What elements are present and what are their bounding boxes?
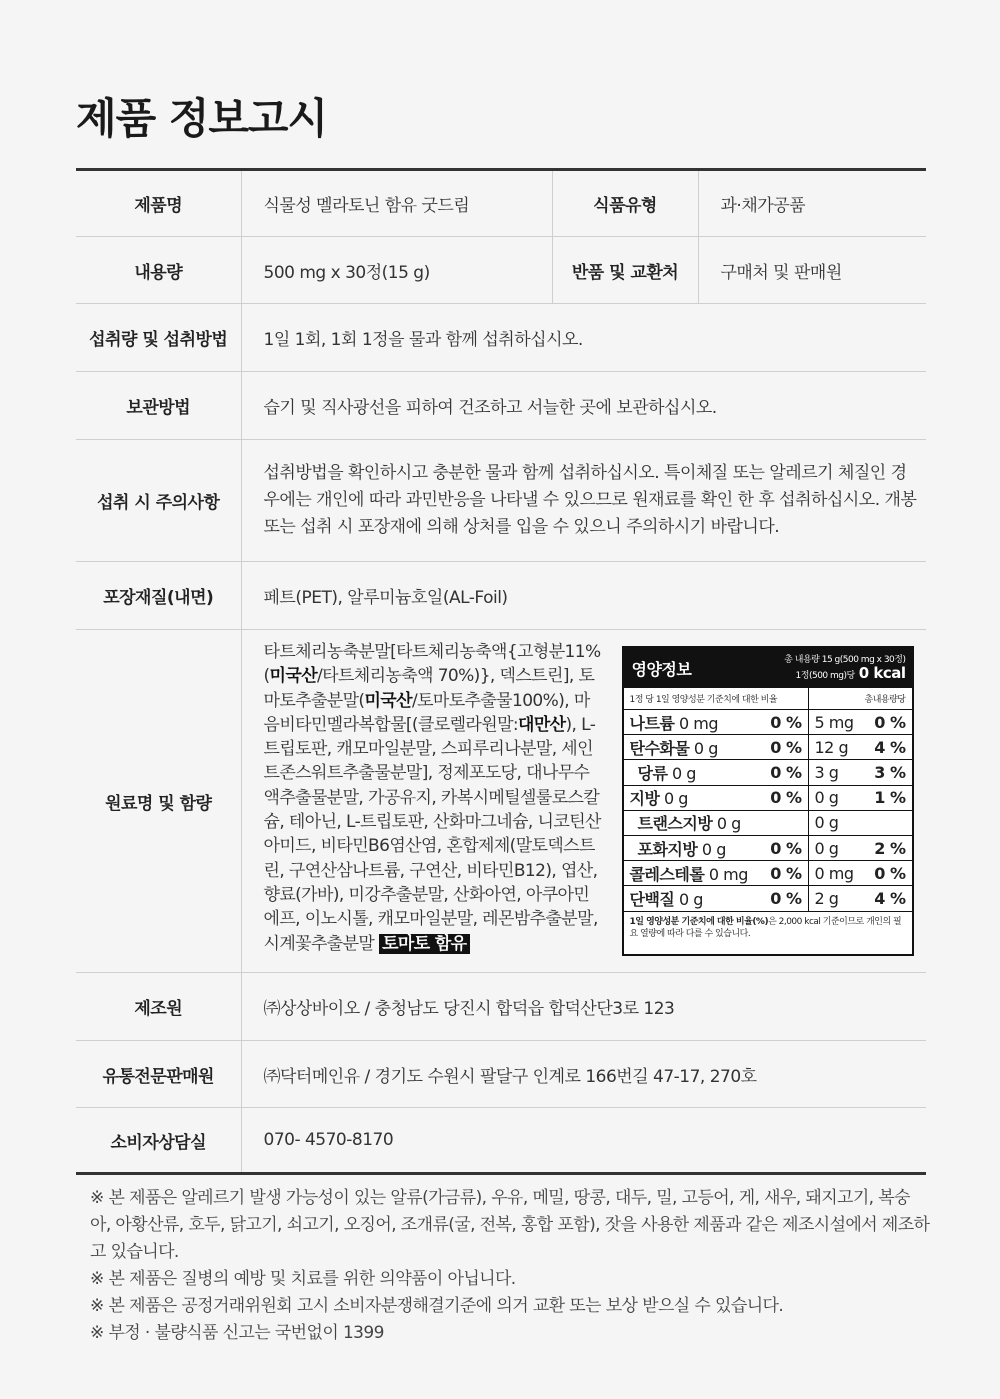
nutrient-amount: 0 mg	[678, 713, 718, 733]
product-info-table	[76, 168, 926, 1175]
origin-usa: 미국산	[364, 690, 412, 711]
caution-label: 섭취 시 주의사항	[76, 440, 241, 562]
caution-value: 섭취방법을 확인하시고 충분한 물과 함께 섭취하십시오. 특이체질 또는 알레르기 체질인 경우에는 개인에 따라 과민반응을 나타낼 수 있으므로 원재료를 확인 한 후 섭취하십시오. 개봉 또는 섭취 시 포장재에 의해 상처를 입을 수 있으니 주의하시기 바랍니다.	[241, 440, 926, 562]
ingredients-label: 원료명 및 함량	[76, 630, 241, 973]
nutrient-total-amount: 0 g	[814, 838, 839, 858]
nutrient-name: 트랜스지방	[637, 814, 713, 834]
ingredients-text: 타트체리농축분말[타트체리농축액{고형분11% (미국산/타트체리농축액 70%)}, 덱스트린], 토마토추출분말(미국산/토마토추출물100%), 마음비타민멜라복합물[(클로렐라원말:대만산), L-트립토판, 캐모마일분말, 스피루리나분말, 세인트존스워트추출물분말], 정제포도당, 대나무수액추출물분말, 가공유지, 카복시메틸셀룰로스칼슘, 테아닌, L-트립토판, 산화마그네슘, 니코틴산아미드, 비타민B6염산염, 혼합제제(말토덱스트린, 구연산삼나트륨, 구연산, 비타민B12), 엽산, 향료(가바), 미강추출분말, 산화아연, 아쿠아민에프, 이노시톨, 캐모마일분말, 레몬밤추출분말,시계꽃추출분말 토마토 함유	[263, 642, 601, 954]
table-row	[76, 1108, 926, 1174]
nutrient-name: 포화지방	[637, 839, 698, 859]
nutrient-total-percent: 1 %	[874, 788, 906, 808]
nutrient-amount: 0 g	[672, 763, 696, 783]
intake-label: 섭취량 및 섭취방법	[76, 304, 241, 372]
manufacturer-label: 제조원	[76, 973, 241, 1041]
nutrition-footnote: 1일 영양성분 기준치에 대한 비율(%)은 2,000 kcal 기준이므로 개인의 필요 열량에 따라 다를 수 있습니다.	[629, 916, 902, 939]
origin-usa: 미국산	[269, 666, 318, 687]
nutrient-total-amount: 2 g	[814, 888, 839, 908]
notice-list	[90, 1185, 930, 1347]
notice-item: ※ 부정 · 불량식품 신고는 국번없이 1399	[90, 1323, 384, 1343]
nutrient-total-amount: 0 g	[814, 788, 839, 808]
page-title: 제품 정보고시	[76, 94, 328, 143]
distributor-value: ㈜닥터메인유 / 경기도 수원시 팔달구 인계로 166번길 47-17, 270호	[241, 1041, 926, 1108]
nutrient-amount: 0 g	[716, 814, 741, 834]
nutrient-amount: 0 g	[664, 789, 688, 809]
nutrient-name: 탄수화물	[629, 738, 690, 758]
notice-item: ※ 본 제품은 질병의 예방 및 치료를 위한 의약품이 아닙니다.	[90, 1269, 516, 1289]
nutrition-row	[624, 786, 912, 811]
nutrient-total-percent: 0 %	[874, 863, 906, 883]
return-value: 구매처 및 판매원	[698, 237, 926, 304]
nutrient-name: 콜레스테롤	[629, 864, 705, 884]
nutrient-name: 지방	[629, 789, 660, 809]
consult-label: 소비자상담실	[76, 1108, 241, 1174]
table-row	[76, 1041, 926, 1108]
nutrient-amount: 0 g	[678, 889, 703, 909]
consult-value: 070- 4570-8170	[263, 1130, 394, 1150]
nutrient-amount: 0 g	[693, 738, 718, 758]
nutrition-kcal: 0 kcal	[858, 663, 906, 682]
nutrient-total-percent: 0 %	[874, 712, 906, 732]
volume-label: 내용량	[76, 237, 241, 304]
nutrient-total-percent: 2 %	[874, 838, 906, 858]
notice-item: ※ 본 제품은 알레르기 발생 가능성이 있는 알류(가금류), 우유, 메밀, 땅콩, 대두, 밀, 고등어, 게, 새우, 돼지고기, 복숭아, 아황산류, 호두, 닭고기, 쇠고기, 오징어, 조개류(굴, 전복, 홍합 포함), 잣을 사용한 제품과 같은 제조시설에서 제조하고 있습니다.	[90, 1188, 930, 1262]
nutrient-percent: 0 %	[770, 762, 802, 782]
table-row	[76, 170, 926, 237]
distributor-label: 유통전문판매원	[76, 1041, 241, 1108]
origin-taiwan: 대만산	[518, 714, 566, 735]
table-row	[76, 630, 926, 973]
nutrient-total-percent: 4 %	[874, 737, 906, 757]
packaging-value: 페트(PET), 알루미늄호일(AL-Foil)	[241, 562, 926, 630]
nutrition-title: 영양정보	[631, 659, 692, 679]
volume-value: 500 mg x 30정(15 g)	[241, 237, 552, 304]
storage-value: 습기 및 직사광선을 피하여 건조하고 서늘한 곳에 보관하십시오.	[241, 372, 926, 440]
nutrient-total-amount: 0 mg	[814, 863, 854, 883]
storage-label: 보관방법	[76, 372, 241, 440]
nutrient-total-amount: 5 mg	[814, 712, 854, 732]
nutrient-total-amount: 0 g	[814, 813, 839, 833]
nutrition-row	[624, 811, 912, 836]
nutrient-percent: 0 %	[770, 863, 802, 883]
nutrition-per: 1정(500 mg)당	[795, 670, 855, 681]
nutrition-row	[624, 710, 912, 735]
nutrient-total-percent: 4 %	[874, 888, 906, 908]
nutrient-name: 단백질	[629, 889, 675, 909]
nutrition-row	[624, 760, 912, 785]
nutrient-name: 나트륨	[629, 713, 675, 733]
table-row	[76, 372, 926, 440]
table-row	[76, 237, 926, 304]
nutrient-percent: 0 %	[770, 737, 802, 757]
nutrient-total-amount: 3 g	[814, 762, 839, 782]
allergen-badge: 토마토 함유	[379, 934, 469, 954]
intake-value: 1일 1회, 1회 1정을 물과 함께 섭취하십시오.	[241, 304, 926, 372]
product-name-value: 식물성 멜라토닌 함유 굿드림	[241, 170, 552, 237]
manufacturer-value: ㈜상상바이오 / 충청남도 당진시 합덕읍 합덕산단3로 123	[241, 973, 926, 1041]
nutrient-name: 당류	[637, 763, 668, 783]
ingredients-cell	[241, 630, 926, 973]
nutrient-percent: 0 %	[770, 888, 802, 908]
nutrient-total-amount: 12 g	[814, 737, 849, 757]
nutrition-row	[624, 861, 912, 886]
nutrition-facts-panel	[622, 646, 914, 956]
food-type-value: 과·채가공품	[698, 170, 926, 237]
packaging-label: 포장재질(내면)	[76, 562, 241, 630]
food-type-label: 식품유형	[552, 170, 698, 237]
nutrient-percent: 0 %	[770, 788, 802, 808]
nutrient-amount: 0 mg	[708, 864, 748, 884]
table-row	[76, 562, 926, 630]
nutrient-percent: 0 %	[770, 838, 802, 858]
nutrition-row	[624, 735, 912, 760]
product-name-label: 제품명	[76, 170, 241, 237]
nutrition-header	[624, 648, 912, 688]
table-row	[76, 304, 926, 372]
nutrition-row	[624, 836, 912, 861]
nutrient-amount: 0 g	[701, 839, 726, 859]
return-label: 반품 및 교환처	[552, 237, 698, 304]
nutrition-row	[624, 886, 912, 911]
nutrient-percent: 0 %	[770, 712, 802, 732]
nutrient-total-percent: 3 %	[874, 762, 906, 782]
notice-item: ※ 본 제품은 공정거래위원회 고시 소비자분쟁해결기준에 의거 교환 또는 보상 받으실 수 있습니다.	[90, 1296, 784, 1316]
nutrition-subheader: 1정 당 1일 영양성분 기준치에 대한 비율 총내용량당	[624, 688, 912, 710]
table-row	[76, 440, 926, 562]
table-row	[76, 973, 926, 1041]
nutrition-total: 총 내용량 15 g(500 mg x 30정)	[784, 654, 906, 665]
